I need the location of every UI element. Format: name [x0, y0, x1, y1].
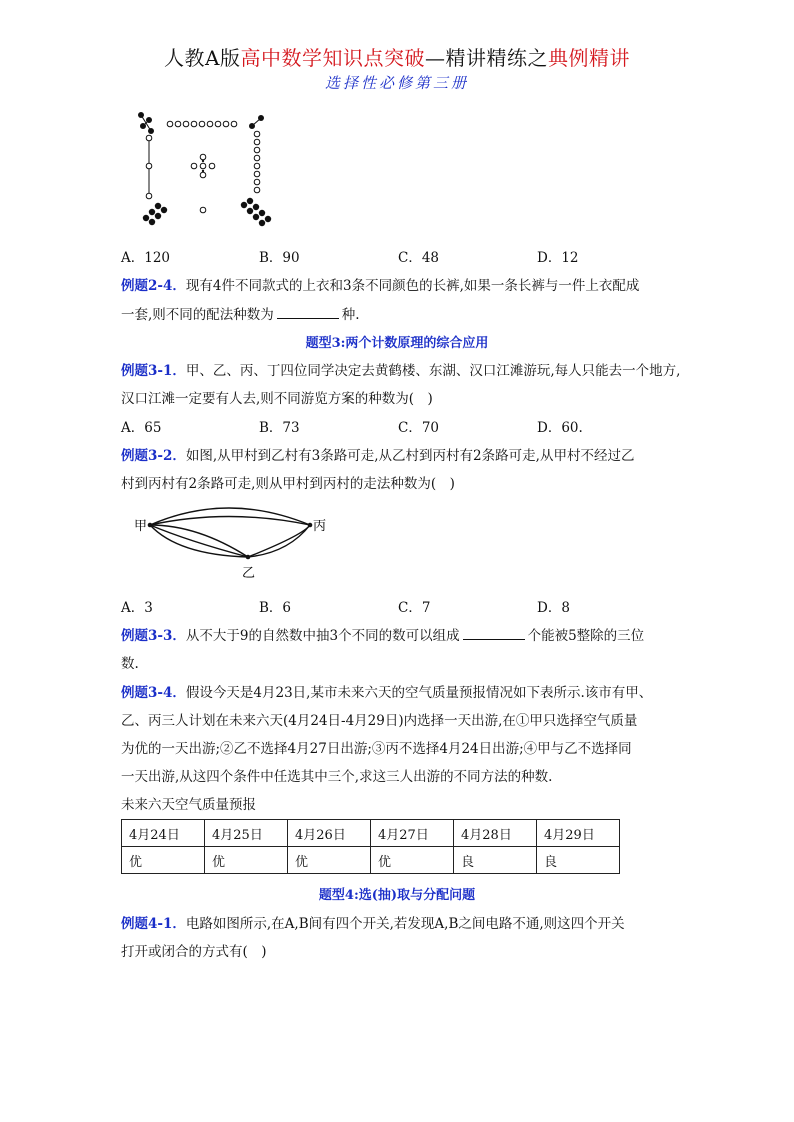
q3-2-label: 例题3-2．	[121, 448, 186, 464]
q3-1-option-a: A．65	[121, 420, 162, 436]
air-quality-table	[121, 819, 620, 874]
table-cell: 4月29日	[537, 820, 620, 847]
q4-1-line1	[121, 912, 625, 932]
dot-pattern-figure	[128, 104, 278, 230]
q3-4-text1: 假设今天是4月23日,某市未来六天的空气质量预报情况如下表所示.该市有甲、	[185, 685, 653, 701]
table-cell: 4月27日	[371, 820, 454, 847]
option-a: A．120	[121, 250, 171, 266]
village-bing-label: 丙	[313, 519, 327, 534]
table-cell: 4月25日	[205, 820, 288, 847]
title-red-1: 高中数学知识点突破	[240, 46, 425, 70]
q3-2-option-a: A．3	[121, 600, 153, 616]
q3-2-option-c: C．7	[398, 600, 431, 616]
q3-4-label: 例题3-4．	[121, 685, 186, 701]
option-d: D．12	[537, 250, 579, 266]
q3-2-line2: 村到丙村有2条路可走,则从甲村到丙村的走法种数为( )	[121, 476, 455, 492]
answer-blank	[277, 306, 339, 319]
q4-1-label: 例题4-1．	[121, 916, 186, 932]
q3-4-line2: 乙、丙三人计划在未来六天(4月24日-4月29日)内选择一天出游,在①甲只选择空气质量	[121, 713, 638, 729]
q3-1-text1: 甲、乙、丙、丁四位同学决定去黄鹤楼、东湖、汉口江滩游玩,每人只能去一个地方,	[185, 363, 681, 379]
answer-blank	[463, 627, 525, 640]
q2-4-text2b: 种.	[341, 307, 360, 323]
table-row	[122, 820, 620, 847]
table-cell: 4月24日	[122, 820, 205, 847]
title-mid: —精讲精练之	[424, 46, 548, 70]
q3-3-line2: 数.	[121, 656, 139, 672]
village-route-diagram	[128, 505, 338, 585]
table-cell: 4月26日	[288, 820, 371, 847]
q3-4-line3: 为优的一天出游;②乙不选择4月27日出游;③丙不选择4月24日出游;④甲与乙不选择同	[121, 741, 632, 757]
title-prefix: 人教A版	[164, 46, 241, 70]
q3-1-option-c: C．70	[398, 420, 440, 436]
q3-3-text1a: 从不大于9的自然数中抽3个不同的数可以组成	[185, 628, 460, 644]
table-cell: 良	[454, 847, 537, 874]
q4-1-text1: 电路如图所示,在A,B间有四个开关,若发现A,B之间电路不通,则这四个开关	[185, 916, 625, 932]
table-cell: 优	[205, 847, 288, 874]
table-caption: 未来六天空气质量预报	[121, 797, 256, 813]
q4-1-line2: 打开或闭合的方式有( )	[121, 944, 267, 960]
table-cell: 优	[288, 847, 371, 874]
q3-2-option-b: B．6	[259, 600, 292, 616]
title-red-2: 典例精讲	[547, 46, 630, 70]
section-heading-3: 题型3:两个计数原理的综合应用	[305, 336, 489, 351]
q2-4-text1: 现有4件不同款式的上衣和3条不同颜色的长裤,如果一条长裤与一件上衣配成	[185, 278, 640, 294]
q2-4-text2a: 一套,则不同的配法种数为	[121, 307, 274, 323]
q3-1-option-b: B．73	[259, 420, 300, 436]
table-cell: 优	[122, 847, 205, 874]
village-jia-label: 甲	[134, 519, 148, 534]
section-heading-4: 题型4:选(抽)取与分配问题	[318, 888, 476, 903]
q3-1-line2: 汉口江滩一定要有人去,则不同游览方案的种数为( )	[121, 391, 433, 407]
q3-3-line1	[121, 624, 644, 644]
q2-4-label: 例题2-4．	[121, 278, 186, 294]
q3-3-label: 例题3-3．	[121, 628, 186, 644]
page-subtitle: 选择性必修第三册	[324, 74, 469, 92]
q3-1-label: 例题3-1．	[121, 363, 186, 379]
q3-4-line1	[121, 681, 652, 701]
table-row	[122, 847, 620, 874]
q3-3-text1b: 个能被5整除的三位	[527, 628, 645, 644]
q2-4-line2	[121, 303, 360, 323]
q3-2-line1	[121, 444, 634, 464]
q2-4-line1	[121, 274, 639, 294]
table-cell: 4月28日	[454, 820, 537, 847]
table-cell: 良	[537, 847, 620, 874]
page-title	[0, 42, 794, 71]
option-c: C．48	[398, 250, 440, 266]
q3-2-text1: 如图,从甲村到乙村有3条路可走,从乙村到丙村有2条路可走,从甲村不经过乙	[185, 448, 635, 464]
q3-1-line1	[121, 359, 680, 379]
q3-4-line4: 一天出游,从这四个条件中任选其中三个,求这三人出游的不同方法的种数.	[121, 769, 553, 785]
table-cell: 优	[371, 847, 454, 874]
option-b: B．90	[259, 250, 300, 266]
q3-1-option-d: D．60.	[537, 420, 583, 436]
village-yi-label: 乙	[242, 566, 256, 581]
q3-2-option-d: D．8	[537, 600, 570, 616]
